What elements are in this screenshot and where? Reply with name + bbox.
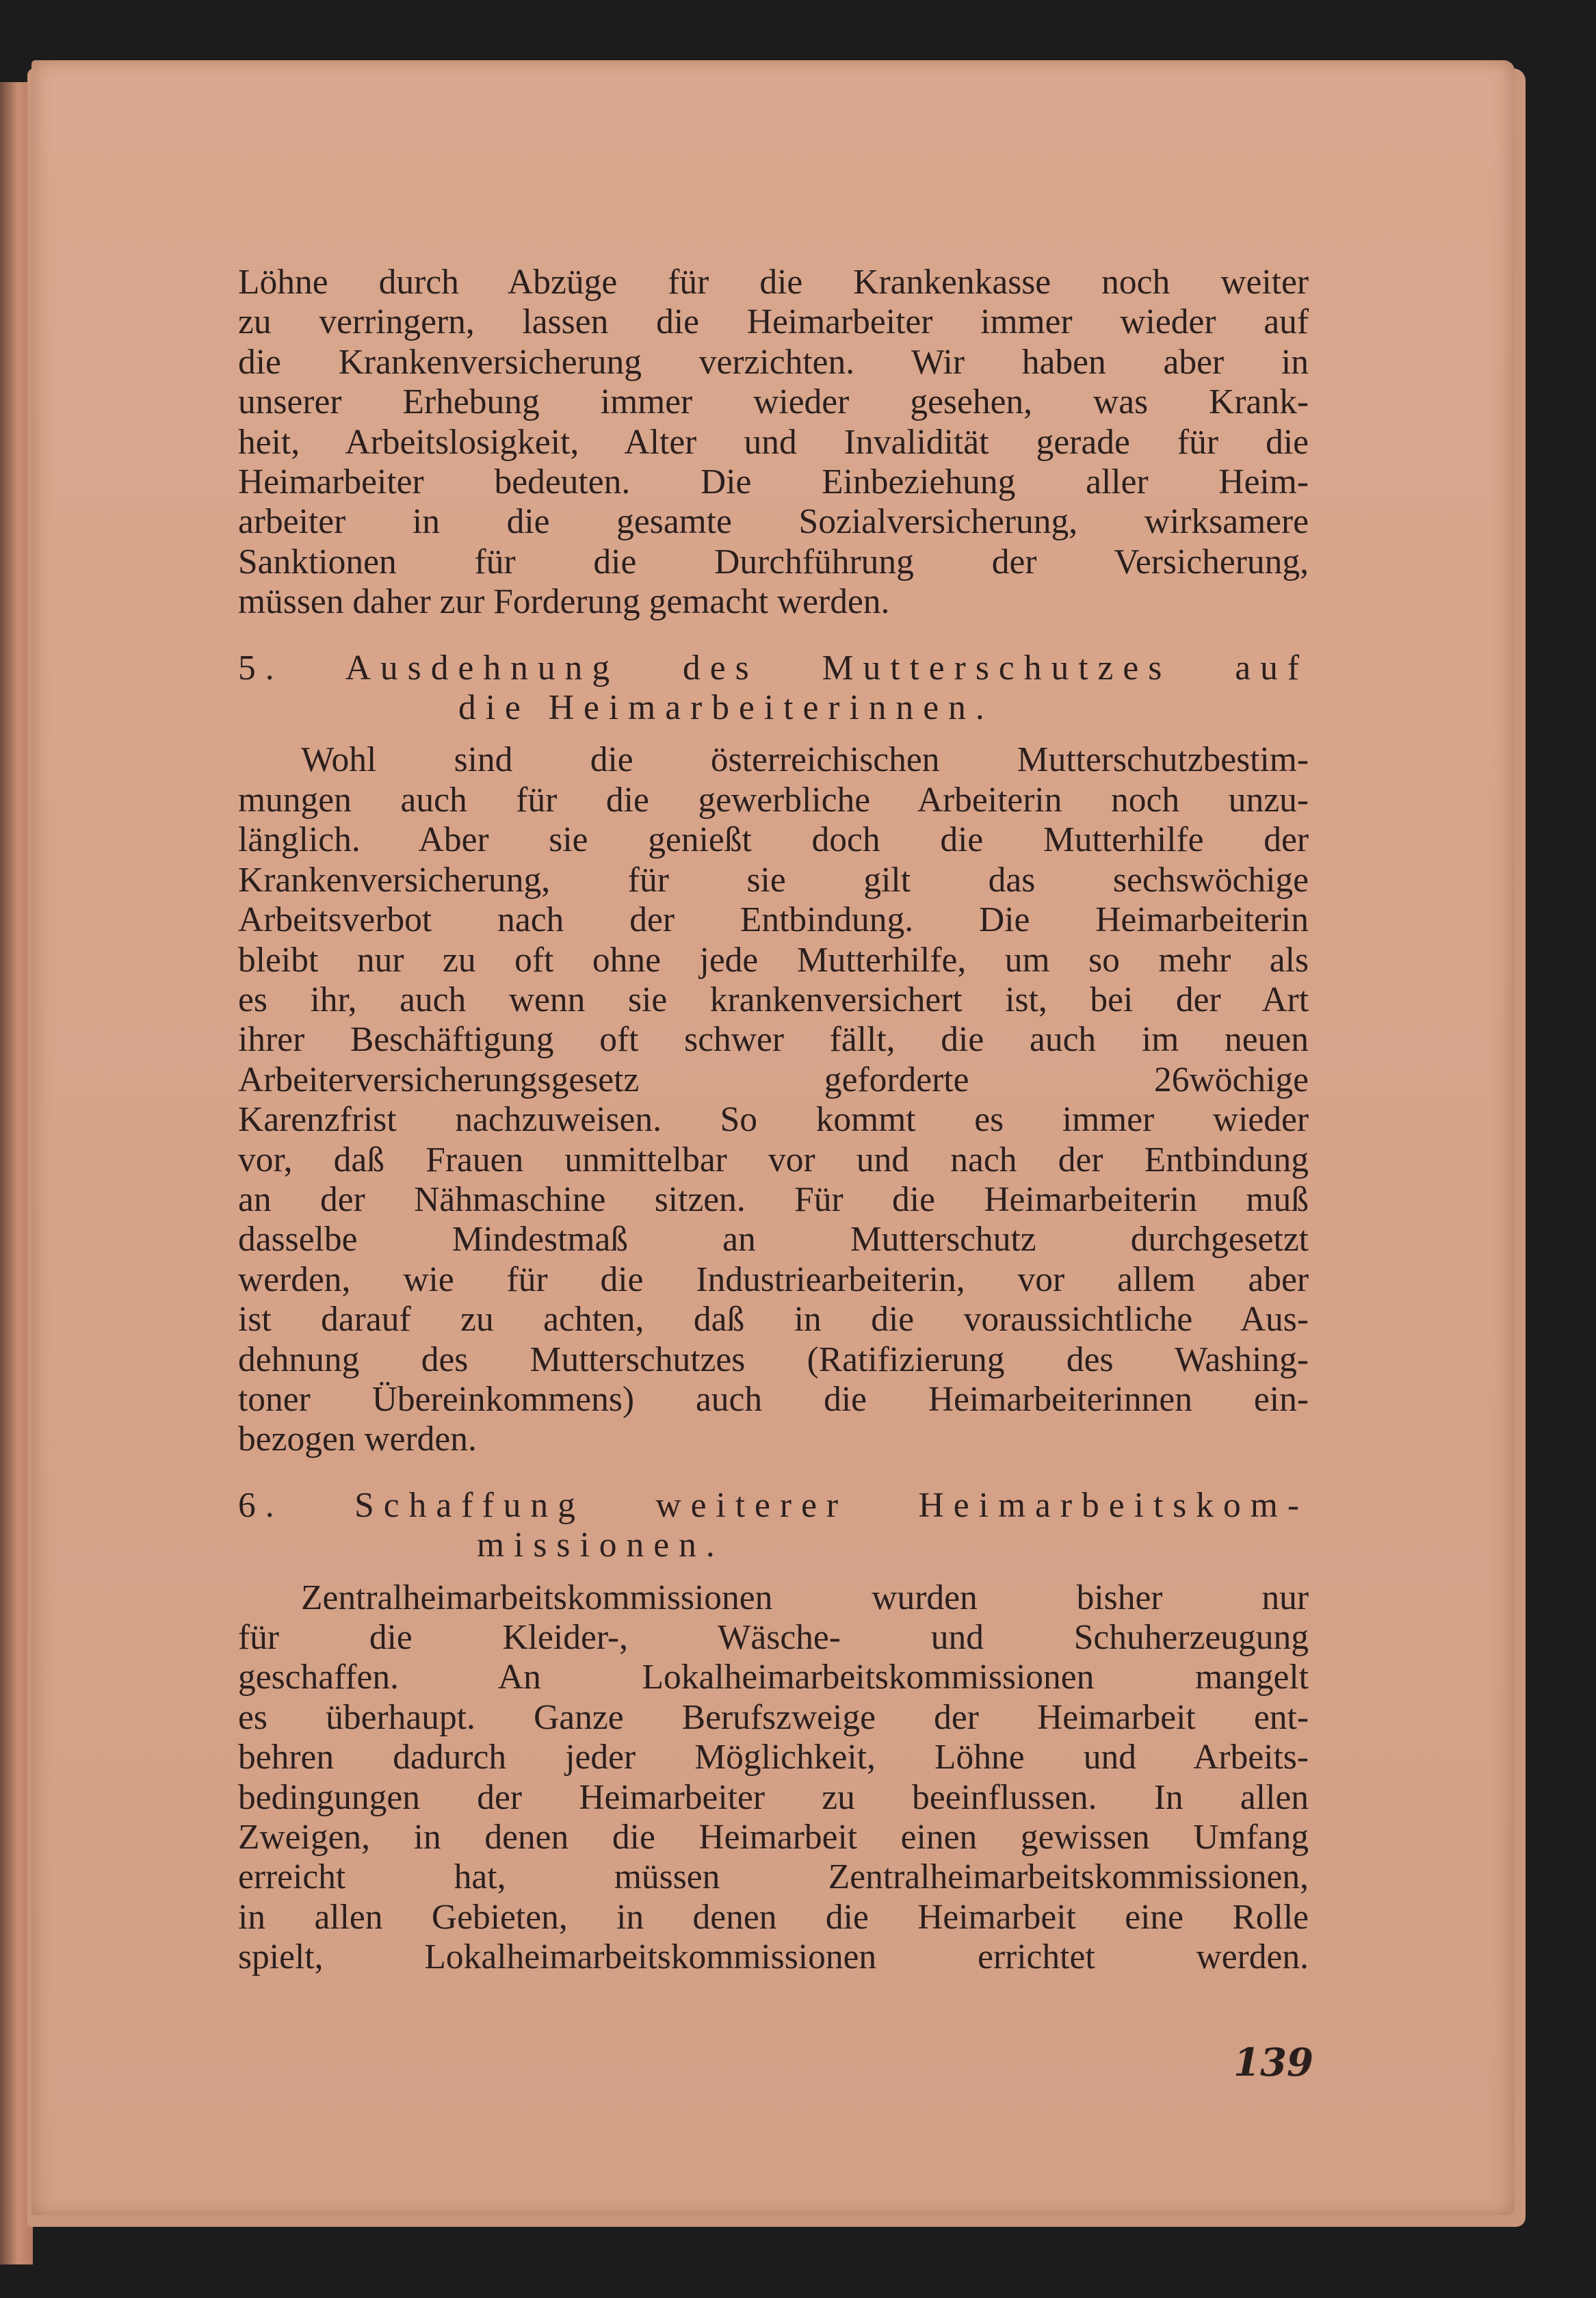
heading-line: die Heimarbeiterinnen. — [458, 688, 994, 728]
text-line: müssen daher zur Forderung gemacht werden. — [238, 582, 890, 622]
text-line: an der Nähmaschine sitzen. Für die Heimarbeiterin muß — [238, 1179, 1309, 1219]
section-5-paragraph — [238, 740, 1309, 1459]
text-line: heit, Arbeitslosigkeit, Alter und Invalidität gerade für die — [238, 422, 1309, 462]
text-line: ihrer Beschäftigung oft schwer fällt, die auch im neuen — [238, 1020, 1309, 1060]
text-line: Sanktionen für die Durchführung der Versicherung, — [238, 542, 1309, 582]
text-line: für die Kleider-, Wäsche- und Schuherzeugung — [238, 1618, 1309, 1657]
text-line: mungen auch für die gewerbliche Arbeiterin noch unzu- — [238, 780, 1309, 820]
text-line: Karenzfrist nachzuweisen. So kommt es immer wieder — [238, 1100, 1309, 1140]
text-line: länglich. Aber sie genießt doch die Mutterhilfe der — [238, 820, 1309, 860]
section-5-heading — [238, 649, 1309, 729]
paragraph-1 — [238, 263, 1309, 623]
text-line: toner Übereinkommens) auch die Heimarbeiterinnen ein- — [238, 1379, 1309, 1419]
text-line: behren dadurch jeder Möglichkeit, Löhne und Arbeits- — [238, 1738, 1309, 1777]
text-line: Löhne durch Abzüge für die Krankenkasse noch weiter — [238, 263, 1309, 302]
text-line: Heimarbeiter bedeuten. Die Einbeziehung aller Heim- — [238, 462, 1309, 502]
heading-line: missionen. — [477, 1526, 724, 1565]
text-line: es überhaupt. Ganze Berufszweige der Heimarbeit ent- — [238, 1697, 1309, 1737]
text-line: Arbeiterversicherungsgesetz geforderte 26wöchige — [238, 1060, 1309, 1099]
text-line: erreicht hat, müssen Zentralheimarbeitskommissionen, — [238, 1857, 1309, 1897]
text-line: zu verringern, lassen die Heimarbeiter immer wieder auf — [238, 302, 1309, 342]
text-line: unserer Erhebung immer wieder gesehen, was Krank- — [238, 382, 1309, 422]
text-line: Wohl sind die österreichischen Mutterschutzbestim- — [301, 740, 1309, 780]
text-line: Arbeitsverbot nach der Entbindung. Die Heimarbeiterin — [238, 900, 1309, 940]
text-line: arbeiter in die gesamte Sozialversicherung, wirksamere — [238, 502, 1309, 542]
text-line: werden, wie für die Industriearbeiterin, vor allem aber — [238, 1259, 1309, 1299]
text-line: dasselbe Mindestmaß an Mutterschutz durchgesetzt — [238, 1220, 1309, 1259]
text-line: dehnung des Mutterschutzes (Ratifizierung des Washing- — [238, 1340, 1309, 1379]
text-line: es ihr, auch wenn sie krankenversichert ist, bei der Art — [238, 980, 1309, 1019]
text-line: vor, daß Frauen unmittelbar vor und nach der Entbindung — [238, 1140, 1309, 1179]
section-6-paragraph — [238, 1578, 1309, 1978]
page-text — [238, 263, 1309, 1978]
text-line: spielt, Lokalheimarbeitskommissionen errichtet werden. — [238, 1937, 1309, 1977]
text-line: Zentralheimarbeitskommissionen wurden bisher nur — [301, 1578, 1309, 1617]
text-line: bleibt nur zu oft ohne jede Mutterhilfe, um so mehr als — [238, 940, 1309, 980]
heading-line: 5. Ausdehnung des Mutterschutzes auf — [238, 648, 1309, 688]
text-line: die Krankenversicherung verzichten. Wir haben aber in — [238, 342, 1309, 382]
text-line: bedingungen der Heimarbeiter zu beeinflussen. In allen — [238, 1777, 1309, 1817]
text-line: Zweigen, in denen die Heimarbeit einen gewissen Umfang — [238, 1818, 1309, 1857]
text-line: bezogen werden. — [238, 1420, 477, 1459]
page-number: 139 — [1233, 2040, 1313, 2085]
text-line: in allen Gebieten, in denen die Heimarbeit eine Rolle — [238, 1897, 1309, 1937]
section-6-heading — [238, 1486, 1309, 1566]
heading-line: 6. Schaffung weiterer Heimarbeitskom- — [238, 1485, 1309, 1525]
text-line: ist darauf zu achten, daß in die voraussichtliche Aus- — [238, 1300, 1309, 1340]
text-line: Krankenversicherung, für sie gilt das sechswöchige — [238, 860, 1309, 900]
text-line: geschaffen. An Lokalheimarbeitskommissionen mangelt — [238, 1658, 1309, 1697]
